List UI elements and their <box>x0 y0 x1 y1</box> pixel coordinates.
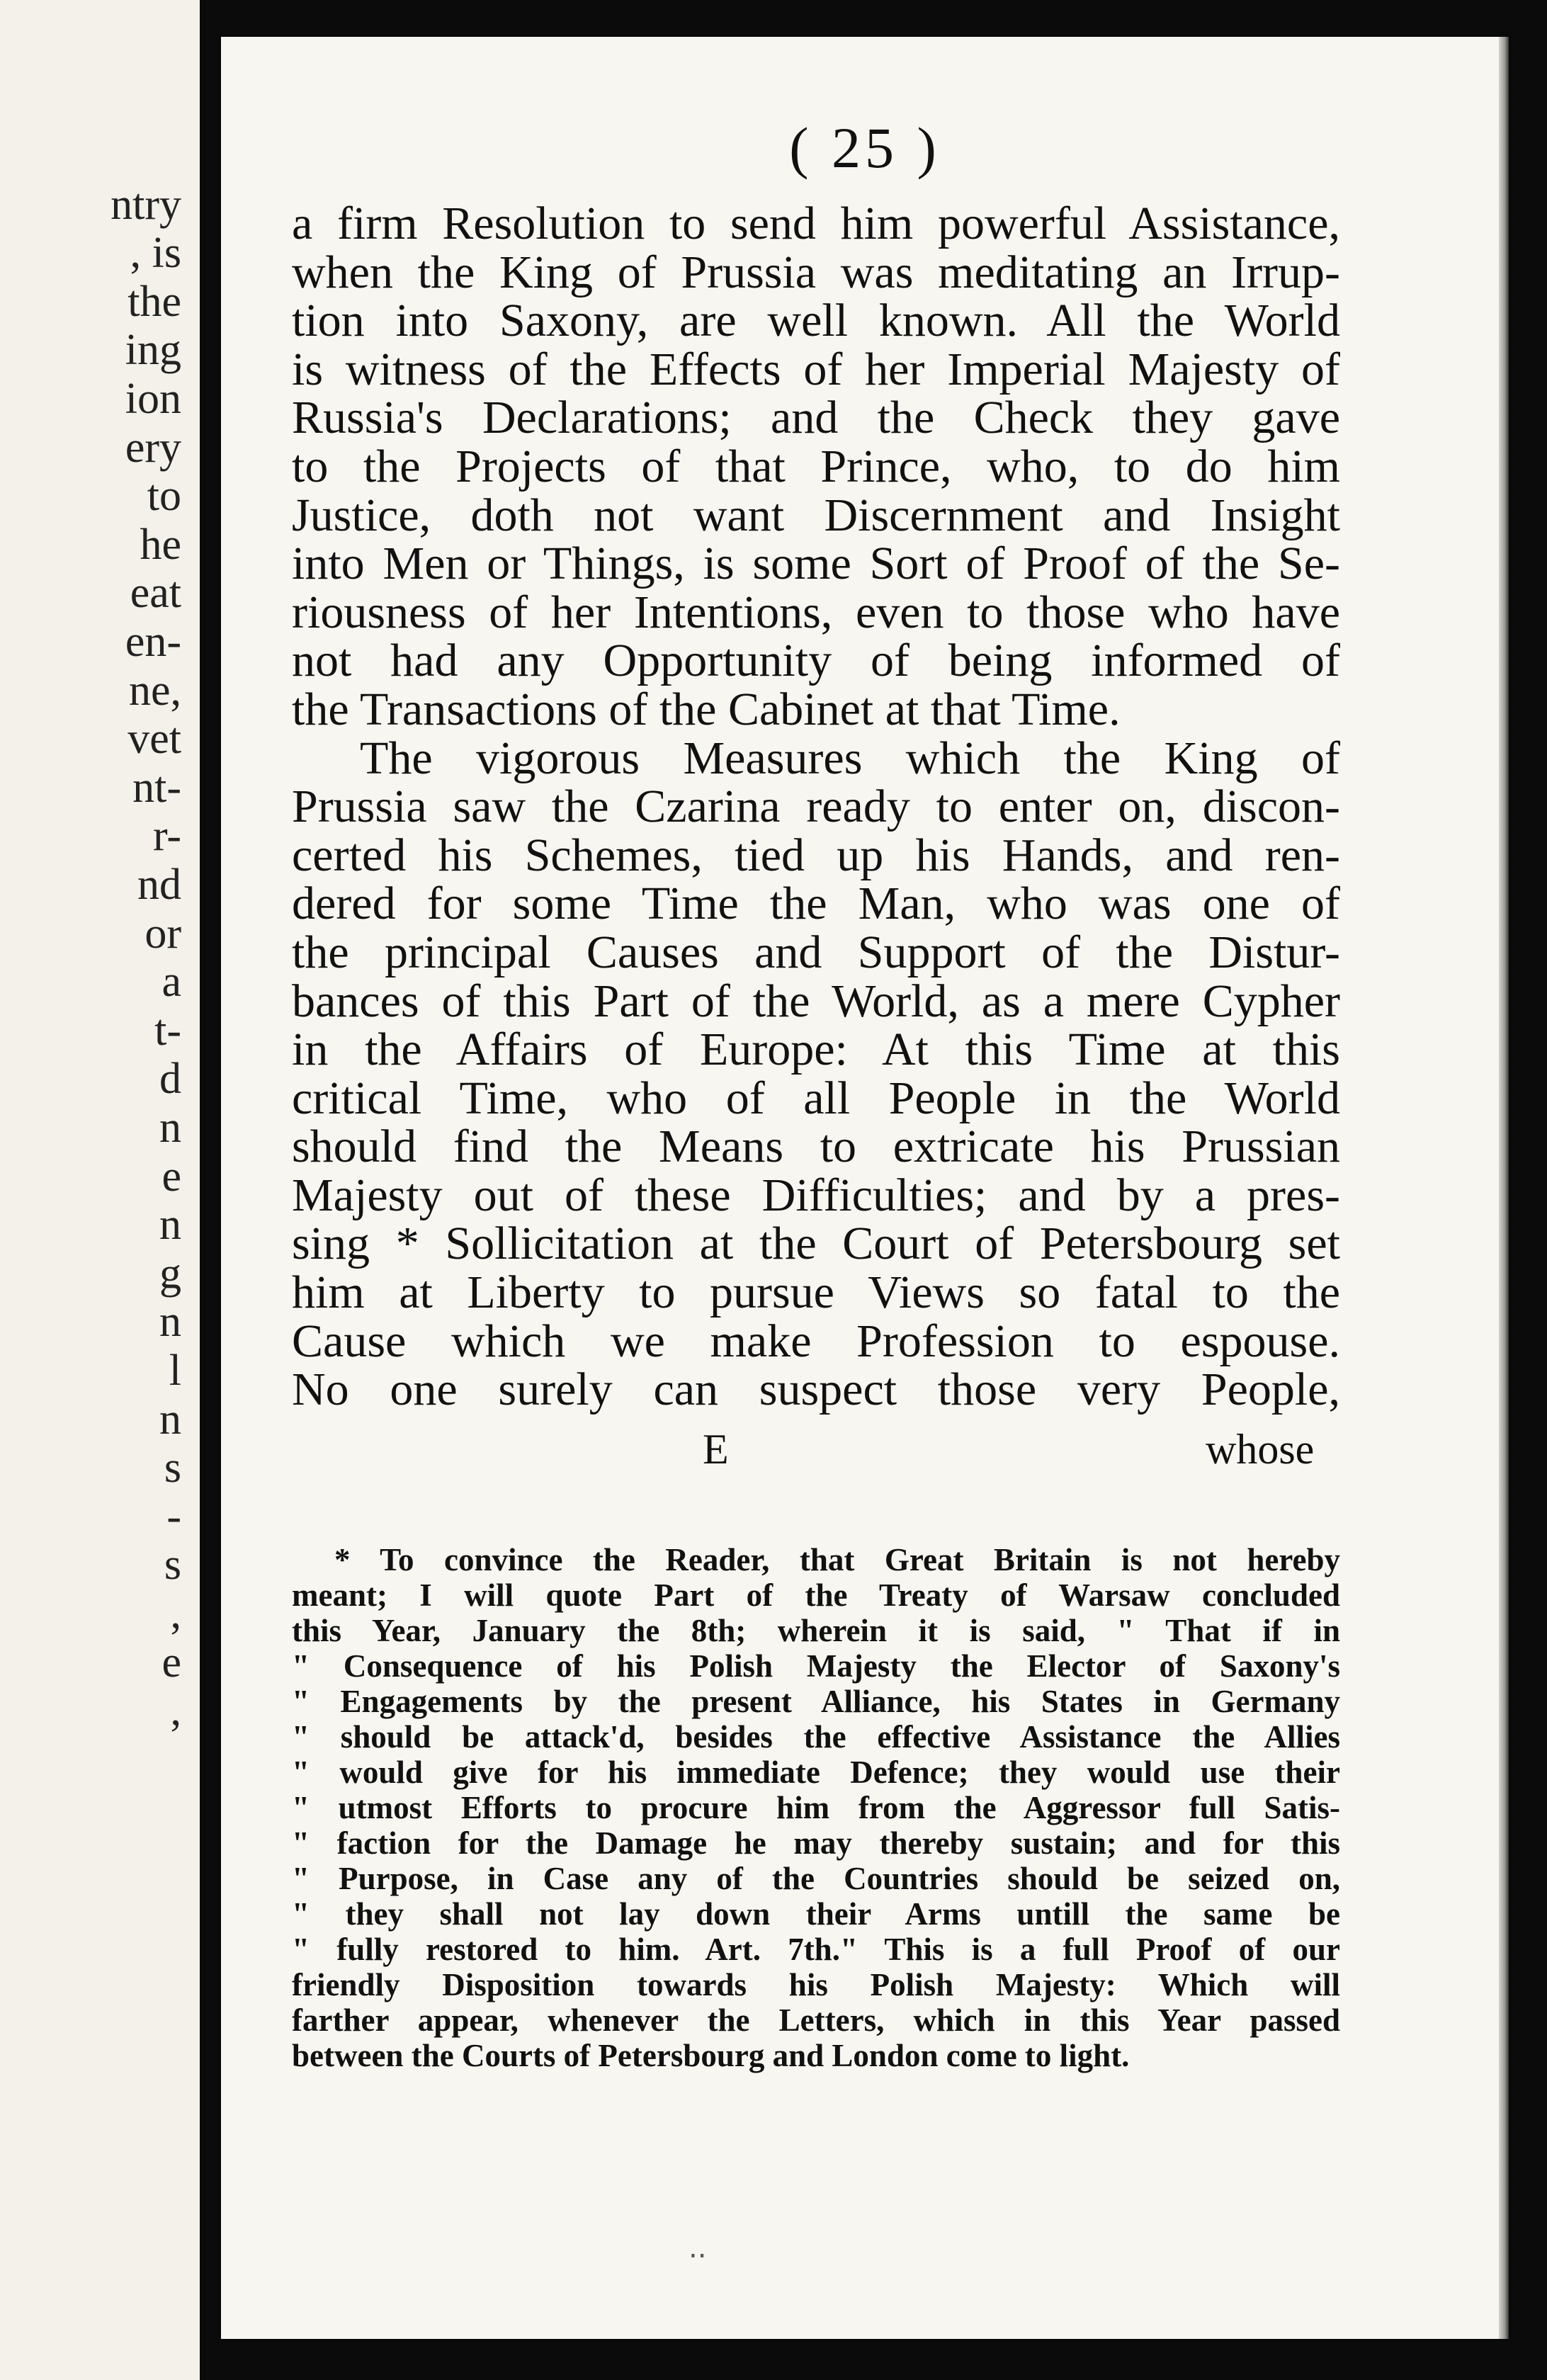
text-line: The vigorous Measures which the King of <box>360 732 1340 784</box>
fragment: n <box>159 1298 181 1346</box>
fragment: vet <box>128 715 181 763</box>
fragment: - <box>166 1492 181 1541</box>
fragment: n <box>159 1104 181 1152</box>
text-line: into Men or Things, is some Sort of Proof of the Se- <box>292 538 1340 590</box>
footnote <box>292 1542 1340 2073</box>
footnote-line: " utmost Efforts to procure him from the Aggressor full Satis- <box>292 1790 1340 1825</box>
page-edge <box>1499 37 1509 2339</box>
fragment: n <box>159 1201 181 1249</box>
text-line: No one surely can suspect those very People, <box>292 1364 1340 1416</box>
footnote-line: " fully restored to him. Art. 7th." This is a full Proof of our <box>292 1932 1340 1967</box>
facing-page-fragment <box>0 0 200 2380</box>
text-line: a firm Resolution to send him powerful Assistance, <box>292 198 1340 249</box>
text-line: Majesty out of these Difficulties; and by a pres- <box>292 1169 1340 1221</box>
footnote-line: * To convince the Reader, that Great Britain is not hereby <box>334 1542 1340 1577</box>
text-line: him at Liberty to pursue Views so fatal to the <box>292 1266 1340 1319</box>
fragment: , is <box>130 229 181 277</box>
footnote-line: farther appear, whenever the Letters, which in this Year passed <box>292 2002 1340 2038</box>
text-line: riousness of her Intentions, even to those who have <box>292 586 1340 638</box>
fragment: nd <box>137 861 181 909</box>
fragment: g <box>159 1250 181 1298</box>
text-line: critical Time, who of all People in the World <box>292 1072 1340 1124</box>
footnote-line: " faction for the Damage he may thereby sustain; and for this <box>292 1825 1340 1861</box>
fragment: e <box>162 1152 181 1201</box>
text-line: the Transactions of the Cabinet at that Time. <box>292 683 1121 735</box>
fragment: e <box>162 1638 181 1687</box>
footnote-line: " Engagements by the present Alliance, his States in Germany <box>292 1684 1340 1719</box>
ink-speck: ‧‧ <box>688 2240 707 2272</box>
text-line: should find the Means to extricate his Prussian <box>292 1121 1340 1173</box>
footnote-line: " would give for his immediate Defence; they would use their <box>292 1755 1340 1790</box>
text-line: sing * Sollicitation at the Court of Petersbourg set <box>292 1218 1340 1270</box>
text-line: to the Projects of that Prince, who, to do him <box>292 440 1340 492</box>
fragment: s <box>164 1541 181 1589</box>
footnote-line: " Consequence of his Polish Majesty the Elector of Saxony's <box>292 1648 1340 1684</box>
fragment: or <box>144 910 181 958</box>
fragment: ery <box>125 424 181 472</box>
footnote-line: " should be attack'd, besides the effective Assistance the Allies <box>292 1719 1340 1755</box>
fragment: nt- <box>132 764 181 812</box>
text-line: Justice, doth not want Discernment and Insight <box>292 489 1340 541</box>
text-line: in the Affairs of Europe: At this Time at this <box>292 1024 1340 1076</box>
book-page <box>221 37 1509 2339</box>
fragment: r- <box>152 812 181 860</box>
text-line: certed his Schemes, tied up his H⁠ands, and ren- <box>292 829 1340 881</box>
text-line: Cause which we make Profession to espouse. <box>292 1315 1340 1367</box>
fragment: , <box>170 1590 181 1638</box>
fragment: ing <box>125 326 181 374</box>
fragment: n <box>159 1395 181 1444</box>
fragment: to <box>147 472 181 520</box>
signature-mark: E <box>703 1426 729 1473</box>
footnote-line: this Year, January the 8th; wherein it is said, " That if in <box>292 1613 1340 1648</box>
fragment: he <box>140 521 181 569</box>
text-line: when the King of Prussia was meditating an Irrup- <box>292 246 1340 298</box>
fragment: t- <box>154 1007 181 1055</box>
page-number: ( 25 ) <box>789 115 941 180</box>
fragment: s <box>164 1444 181 1492</box>
footnote-line: " they shall not lay down their Arms untill the same be <box>292 1896 1340 1932</box>
fragment: a <box>162 958 181 1006</box>
body-text <box>292 200 1340 1415</box>
text-line: bances of this Part of the World, as a mere Cypher <box>292 975 1340 1027</box>
text-line: is witness of the Effects of her Imperial Majesty of <box>292 343 1340 395</box>
text-line: not had any Opportunity of being informed of <box>292 635 1340 687</box>
fragment: ne, <box>128 667 181 715</box>
fragment: l <box>169 1347 181 1395</box>
catchword: whose <box>1206 1426 1315 1473</box>
text-line: Prussia saw the Czarina ready to enter on, discon- <box>292 781 1340 833</box>
text-line: the principal Causes and Support of the Distur- <box>292 926 1340 978</box>
fragment: ion <box>125 375 181 423</box>
fragment: eat <box>130 569 181 617</box>
footnote-line: " Purpose, in Case any of the Countries should be seized on, <box>292 1861 1340 1896</box>
text-line: Russia's Declarations; and the Check they gave <box>292 392 1340 444</box>
fragment: ntry <box>110 181 181 229</box>
fragment: en- <box>125 618 181 666</box>
footnote-line: meant; I will quote Part of the Treaty of Warsaw concluded <box>292 1577 1340 1613</box>
fragment: the <box>128 278 181 326</box>
footnote-line: between the Courts of Petersbourg and London come to light. <box>292 2038 1130 2073</box>
footnote-line: friendly Disposition towards his Polish Majesty: Which will <box>292 1967 1340 2002</box>
fragment: , <box>170 1687 181 1735</box>
text-line: dered for some Time the Man, who was one of <box>292 878 1340 930</box>
text-line: tion into Saxony, are well known. All the World <box>292 295 1340 347</box>
fragment: d <box>159 1055 181 1103</box>
